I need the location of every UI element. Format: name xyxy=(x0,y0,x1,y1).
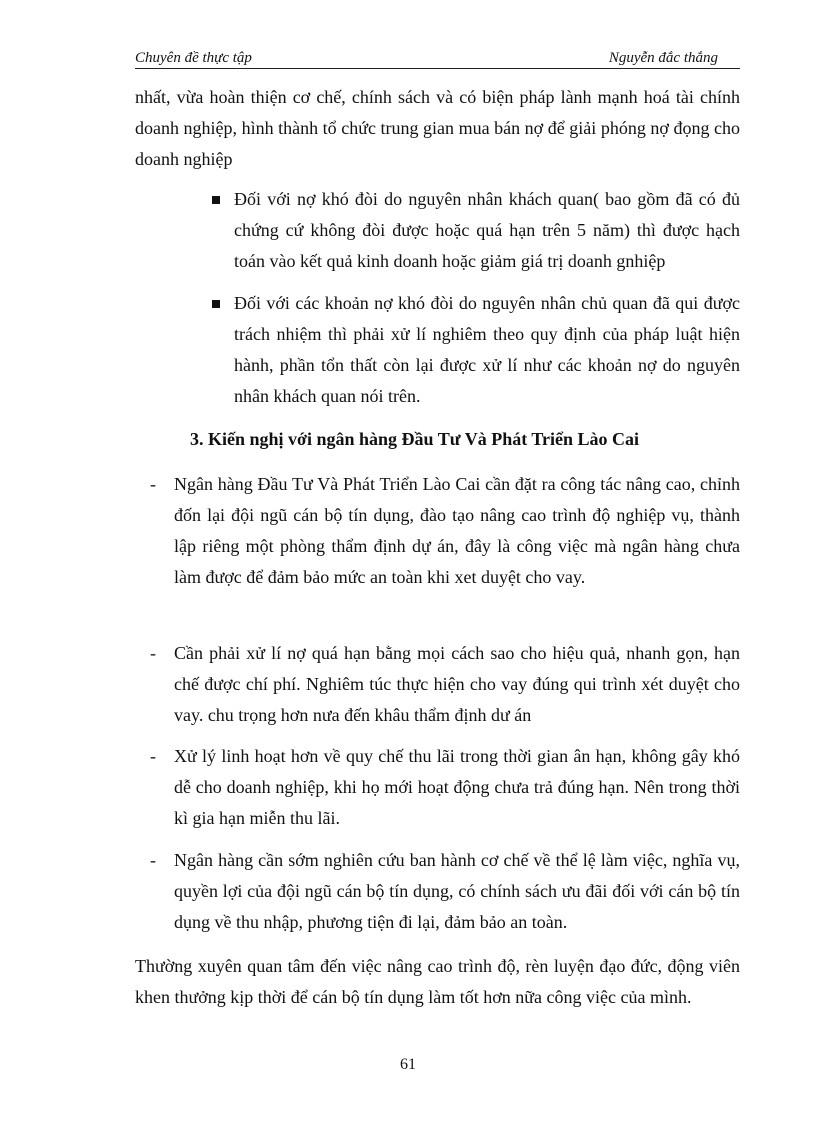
dash-item-text: Cần phải xử lí nợ quá hạn bằng mọi cách sao cho hiệu quả, nhanh gọn, hạn chế được chí phí. Nghiêm túc thực hiện cho vay đúng qui trình xét duyệt cho vay. chu trọng hơn nưa đến khâu thẩm định dư án xyxy=(174,643,740,725)
dash-item-text: Ngân hàng Đầu Tư Và Phát Triển Lào Cai cần đặt ra công tác nâng cao, chỉnh đốn lại đội ngũ cán bộ tín dụng, đào tạo nâng cao trình độ nghiệp vụ, thành lập riêng một phòng thẩm định dự án, đây là công việc mà ngân hàng chưa làm được để đảm bảo mức an toàn khi xet duyệt cho vay. xyxy=(174,474,740,587)
intro-paragraph: nhất, vừa hoàn thiện cơ chế, chính sách và có biện pháp lành mạnh hoá tài chính doanh nghiệp, hình thành tổ chức trung gian mua bán nợ để giải phóng nợ đọng cho doanh nghiệp xyxy=(135,87,740,169)
square-bullet-icon xyxy=(212,300,220,308)
section-heading: 3. Kiến nghị với ngân hàng Đầu Tư Và Phát Triển Lào Cai xyxy=(190,429,640,449)
page-header xyxy=(135,48,740,69)
bullet-text: Đối với nợ khó đòi do nguyên nhân khách quan( bao gồm đã có đủ chứng cứ không đòi được hoặc quá hạn trên 5 năm) thì được hạch toán vào kết quả kinh doanh hoặc giảm giá trị doanh gnhiệp xyxy=(234,189,740,271)
closing-paragraph: Thường xuyên quan tâm đến việc nâng cao trình độ, rèn luyện đạo đức, động viên khen thưởng kịp thời để cán bộ tín dụng làm tốt hơn nữa công việc của mình. xyxy=(135,956,740,1007)
dash-marker: - xyxy=(150,746,156,766)
dash-marker: - xyxy=(150,474,156,494)
dash-item-text: Ngân hàng cần sớm nghiên cứu ban hành cơ chế về thể lệ làm việc, nghĩa vụ, quyền lợi của đội ngũ cán bộ tín dụng, có chính sách ưu đãi đối với cán bộ tín dụng về thu nhập, phương tiện đi lại, đảm bảo an toàn. xyxy=(174,850,740,932)
square-bullet-icon xyxy=(212,196,220,204)
header-author: Nguyễn đắc thắng xyxy=(608,50,718,66)
header-document-type: Chuyên đề thực tập xyxy=(135,50,252,66)
dash-marker: - xyxy=(150,850,156,870)
bullet-text: Đối với các khoản nợ khó đòi do nguyên nhân chủ quan đã qui được trách nhiệm thì phải xử lí nghiêm theo quy định của pháp luật hiện hành, phần tổn thất còn lại được xử lí như các khoản nợ do nguyên nhân khách quan nói trên. xyxy=(234,293,740,406)
dash-item-text: Xử lý linh hoạt hơn về quy chế thu lãi trong thời gian ân hạn, không gây khó dễ cho doanh nghiệp, khi họ mới hoạt động chưa trả đúng hạn. Nên trong thời kì gia hạn miễn thu lãi. xyxy=(174,746,740,828)
page-number: 61 xyxy=(400,1056,416,1073)
dash-marker: - xyxy=(150,643,156,663)
